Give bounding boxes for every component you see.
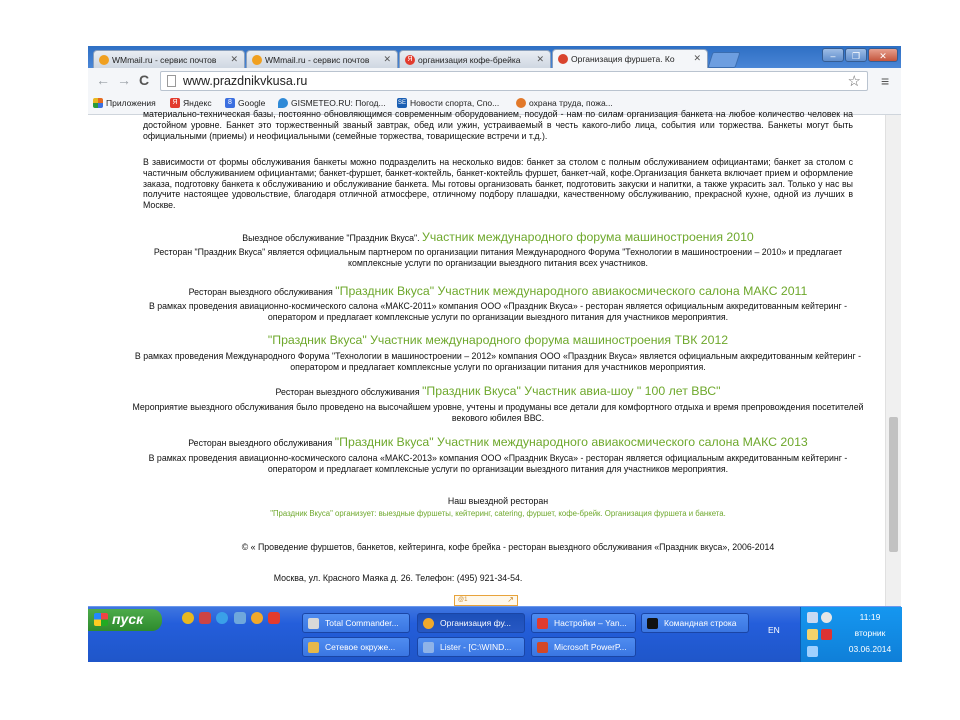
clock-date: 03.06.2014 [848, 644, 892, 654]
tab-wmmail-2[interactable] [246, 50, 398, 68]
counter-badge-text: @1 [458, 597, 468, 603]
event-body: В рамках проведения авиационно-космического салона «МАКС-2013» компания ООО «Праздник Вкуса» - ресторан является официальным аккредитованным кейтеринг - оператором и предлагает комплексные услуги по организации выездного питания для участников мероприятия. [148, 453, 848, 474]
page-content [88, 109, 886, 606]
task-total-commander[interactable] [302, 613, 410, 633]
lister-icon [423, 642, 434, 653]
event-heading [128, 437, 868, 449]
bookmark-safety[interactable] [516, 98, 613, 108]
start-button[interactable] [88, 609, 162, 631]
bookmark-sports[interactable] [397, 98, 499, 108]
address: Москва, ул. Красного Маяка д. 26. Телефон: (495) 921-34-54. [273, 573, 523, 583]
event-title[interactable]: "Праздник Вкуса" Участник международного авиакосмического салона МАКС 2011 [335, 284, 808, 298]
bookmark-google[interactable] [225, 98, 265, 108]
language-indicator[interactable]: EN [768, 625, 780, 635]
task-label: Microsoft PowerP... [554, 642, 627, 652]
safety-icon [516, 98, 526, 108]
bookmark-gismeteo[interactable] [278, 98, 386, 108]
intro-paragraph: материально-техническая базы, постоянно обновляющимся современным оборудованием, посудой - нам по силам организация банкета на любое количество человек на достойном уровне. Банкет это торжественный званый завтрак, обед или ужин, устраиваемый в честь какого-либо лица, события или торжества. Банкеты могут быть официальными (приемы) и неофициальными (семейные торжества, товарищеские встречи и т.д.). [143, 109, 853, 141]
task-label: Командная строка [664, 618, 737, 628]
tray-icon[interactable] [821, 612, 832, 623]
task-powerpoint[interactable] [531, 637, 636, 657]
page-viewport [88, 109, 901, 606]
show-desktop-icon[interactable] [234, 612, 246, 624]
yandex-icon [537, 618, 548, 629]
event-heading [128, 286, 868, 298]
footer-tagline-link[interactable]: "Праздник Вкуса" организует: выездные фуршеты, кейтеринг, catering, фуршет, кофе-брейк. Организация фуршета и банкета. [270, 509, 726, 518]
event-title[interactable]: "Праздник Вкуса" Участник международного форума машиностроения ТВК 2012 [267, 333, 729, 347]
tab-label: организация кофе-брейка [418, 55, 521, 65]
cmd-icon [647, 618, 658, 629]
close-window-button[interactable]: ✕ [868, 48, 898, 62]
menu-icon[interactable]: ≡ [881, 73, 890, 89]
task-chrome[interactable] [417, 613, 525, 633]
back-icon[interactable]: ← [96, 72, 110, 88]
task-label: Организация фу... [440, 618, 512, 628]
event-prefix: Ресторан выездного обслуживания [188, 438, 333, 448]
minimize-button[interactable]: – [822, 48, 844, 62]
network-icon [308, 642, 319, 653]
chrome-icon [423, 618, 434, 629]
google-icon: 8 [225, 98, 235, 108]
task-command-prompt[interactable] [641, 613, 749, 633]
counter-badge[interactable] [454, 595, 518, 606]
screenshot [88, 46, 901, 661]
tab-coffee-break[interactable] [399, 50, 551, 68]
clock[interactable] [841, 611, 899, 656]
close-icon[interactable]: ✕ [536, 54, 544, 64]
chrome-icon[interactable] [251, 612, 263, 624]
network-tray-icon[interactable] [807, 612, 818, 623]
wmmail-icon [99, 55, 109, 65]
event-prefix: Ресторан выездного обслуживания [188, 287, 333, 297]
tab-label: WMmail.ru - сервис почтов [265, 55, 370, 65]
bookmark-label: Яндекс [183, 98, 212, 108]
bookmark-yandex[interactable] [170, 98, 212, 108]
url-text[interactable]: www.prazdnikvkusa.ru [183, 74, 308, 88]
event-title[interactable]: "Праздник Вкуса" Участник международного авиакосмического салона МАКС 2013 [334, 435, 808, 449]
close-icon[interactable]: ✕ [230, 54, 238, 64]
address-bar[interactable] [160, 71, 868, 91]
system-tray [800, 607, 902, 662]
forward-icon[interactable]: → [117, 72, 131, 88]
task-yandex-settings[interactable] [531, 613, 636, 633]
yandex-icon: Я [170, 98, 180, 108]
bookmark-label: GISMETEO.RU: Погод... [291, 98, 386, 108]
reload-icon[interactable]: C [139, 72, 150, 88]
tab-active-furshet[interactable] [552, 49, 708, 68]
event-prefix: Выездное обслуживание "Праздник Вкуса". [242, 233, 420, 243]
gismeteo-icon [278, 98, 288, 108]
tray-icon[interactable] [807, 646, 818, 657]
event-heading [128, 386, 868, 398]
event-body: В рамках проведения авиационно-космического салона «МАКС-2011» компания ООО «Праздник Вкуса» - ресторан является официальным аккредитованным кейтеринг - оператором и предлагает комплексные услуги по организации выездного питания для участников мероприятия. [148, 301, 848, 322]
event-body: Ресторан "Праздник Вкуса" является официальным партнером по организации питания Международного Форума "Технологии в машиностроении – 2010» и предлагает комплексные услуги по организации выездного питания всех участников. [153, 247, 843, 268]
windows-logo-icon [94, 613, 108, 626]
tab-label: WMmail.ru - сервис почтов [112, 55, 217, 65]
powerpoint-icon [537, 642, 548, 653]
task-lister[interactable] [417, 637, 525, 657]
event-title[interactable]: Участник международного форума машиностроения 2010 [422, 230, 754, 244]
event-body: Мероприятие выездного обслуживания было проведено на высочайшем уровне, учтены и продуманы все детали для комфортного отдыха и время препровождения посетителей векового юбилея ВВС. [132, 402, 864, 423]
vertical-scrollbar[interactable] [885, 115, 901, 606]
bookmark-label: Приложения [106, 98, 156, 108]
security-icon[interactable] [821, 629, 832, 640]
start-label: пуск [112, 611, 144, 627]
tab-wmmail-1[interactable] [93, 50, 245, 68]
clock-time: 11:19 [859, 612, 881, 622]
volume-icon[interactable] [807, 629, 818, 640]
bookmark-label: охрана труда, пожа... [529, 98, 613, 108]
close-icon[interactable]: ✕ [383, 54, 391, 64]
wmmail-icon [252, 55, 262, 65]
star-icon[interactable]: ☆ [847, 73, 861, 90]
footer-tagline [128, 508, 868, 520]
intro-paragraph: В зависимости от формы обслуживания банкеты можно подразделить на несколько видов: банкет за столом с полным обслуживанием официантами; банкет за столом с частичным обслуживанием официантами; банкет-фуршет, банкет-коктейль, банкет-коктейль фуршет, банкет-чай, кофе.Организация банкета включает прием и оформление заказа, подготовку банкета к обслуживанию и обслуживание банкета. Мы готовы организовать банкет, подготовить закуски и напитки, а также украсить зал. Только у нас вы получите настоящее удовольствие, благодаря отличной атмосфере, отличному подбору плашадки, качественному обслуживанию, прекрасной кухне, одной из лучших в Москве. [143, 157, 853, 211]
arrow-icon: ↗ [507, 595, 514, 604]
event-heading [128, 335, 868, 347]
quicklaunch-icon[interactable] [199, 612, 211, 624]
task-label: Настройки – Yan... [554, 618, 627, 628]
footer-heading: Наш выездной ресторан [447, 496, 549, 506]
browser-tab-strip [88, 46, 901, 68]
bookmark-apps[interactable] [93, 98, 156, 108]
new-tab-button[interactable] [707, 52, 740, 68]
scrollbar-thumb[interactable] [889, 417, 898, 552]
event-heading [128, 232, 868, 244]
event-body: В рамках проведения Международного Форума "Технологии в машиностроении – 2012» компания ООО «Праздник Вкуса» является официальным аккредитованным кейтеринг - оператором и предлагает комплексные услуги по организации питания для участников мероприятия. [134, 351, 862, 372]
task-network[interactable] [302, 637, 410, 657]
ie-icon[interactable] [216, 612, 228, 624]
yandex-icon: Я [405, 55, 415, 65]
site-icon [558, 54, 568, 64]
copyright: © « Проведение фуршетов, банкетов, кейтеринга, кофе брейка - ресторан выездного обслуживания «Праздник вкуса», 2006-2014 [241, 542, 775, 552]
event-title[interactable]: "Праздник Вкуса" Участник авиа-шоу " 100 лет ВВС" [422, 384, 721, 398]
bookmark-label: Новости спорта, Спо... [410, 98, 500, 108]
page-icon [167, 75, 176, 87]
sports-icon: SE [397, 100, 406, 106]
yandex-browser-icon[interactable] [268, 612, 280, 624]
total-commander-icon [308, 618, 319, 629]
clock-weekday: вторник [854, 628, 886, 638]
bookmark-label: Google [238, 98, 266, 108]
quicklaunch-icon[interactable] [182, 612, 194, 624]
maximize-button[interactable]: ❐ [845, 48, 867, 62]
tab-label: Организация фуршета. Ко [571, 54, 675, 64]
event-prefix: Ресторан выездного обслуживания [275, 387, 420, 397]
apps-icon [93, 98, 103, 108]
browser-toolbar [88, 68, 901, 95]
task-label: Сетевое окруже... [325, 642, 396, 652]
task-label: Lister - [C:\WIND... [440, 642, 512, 652]
task-label: Total Commander... [325, 618, 399, 628]
taskbar [88, 606, 901, 662]
close-icon[interactable]: ✕ [693, 53, 701, 63]
